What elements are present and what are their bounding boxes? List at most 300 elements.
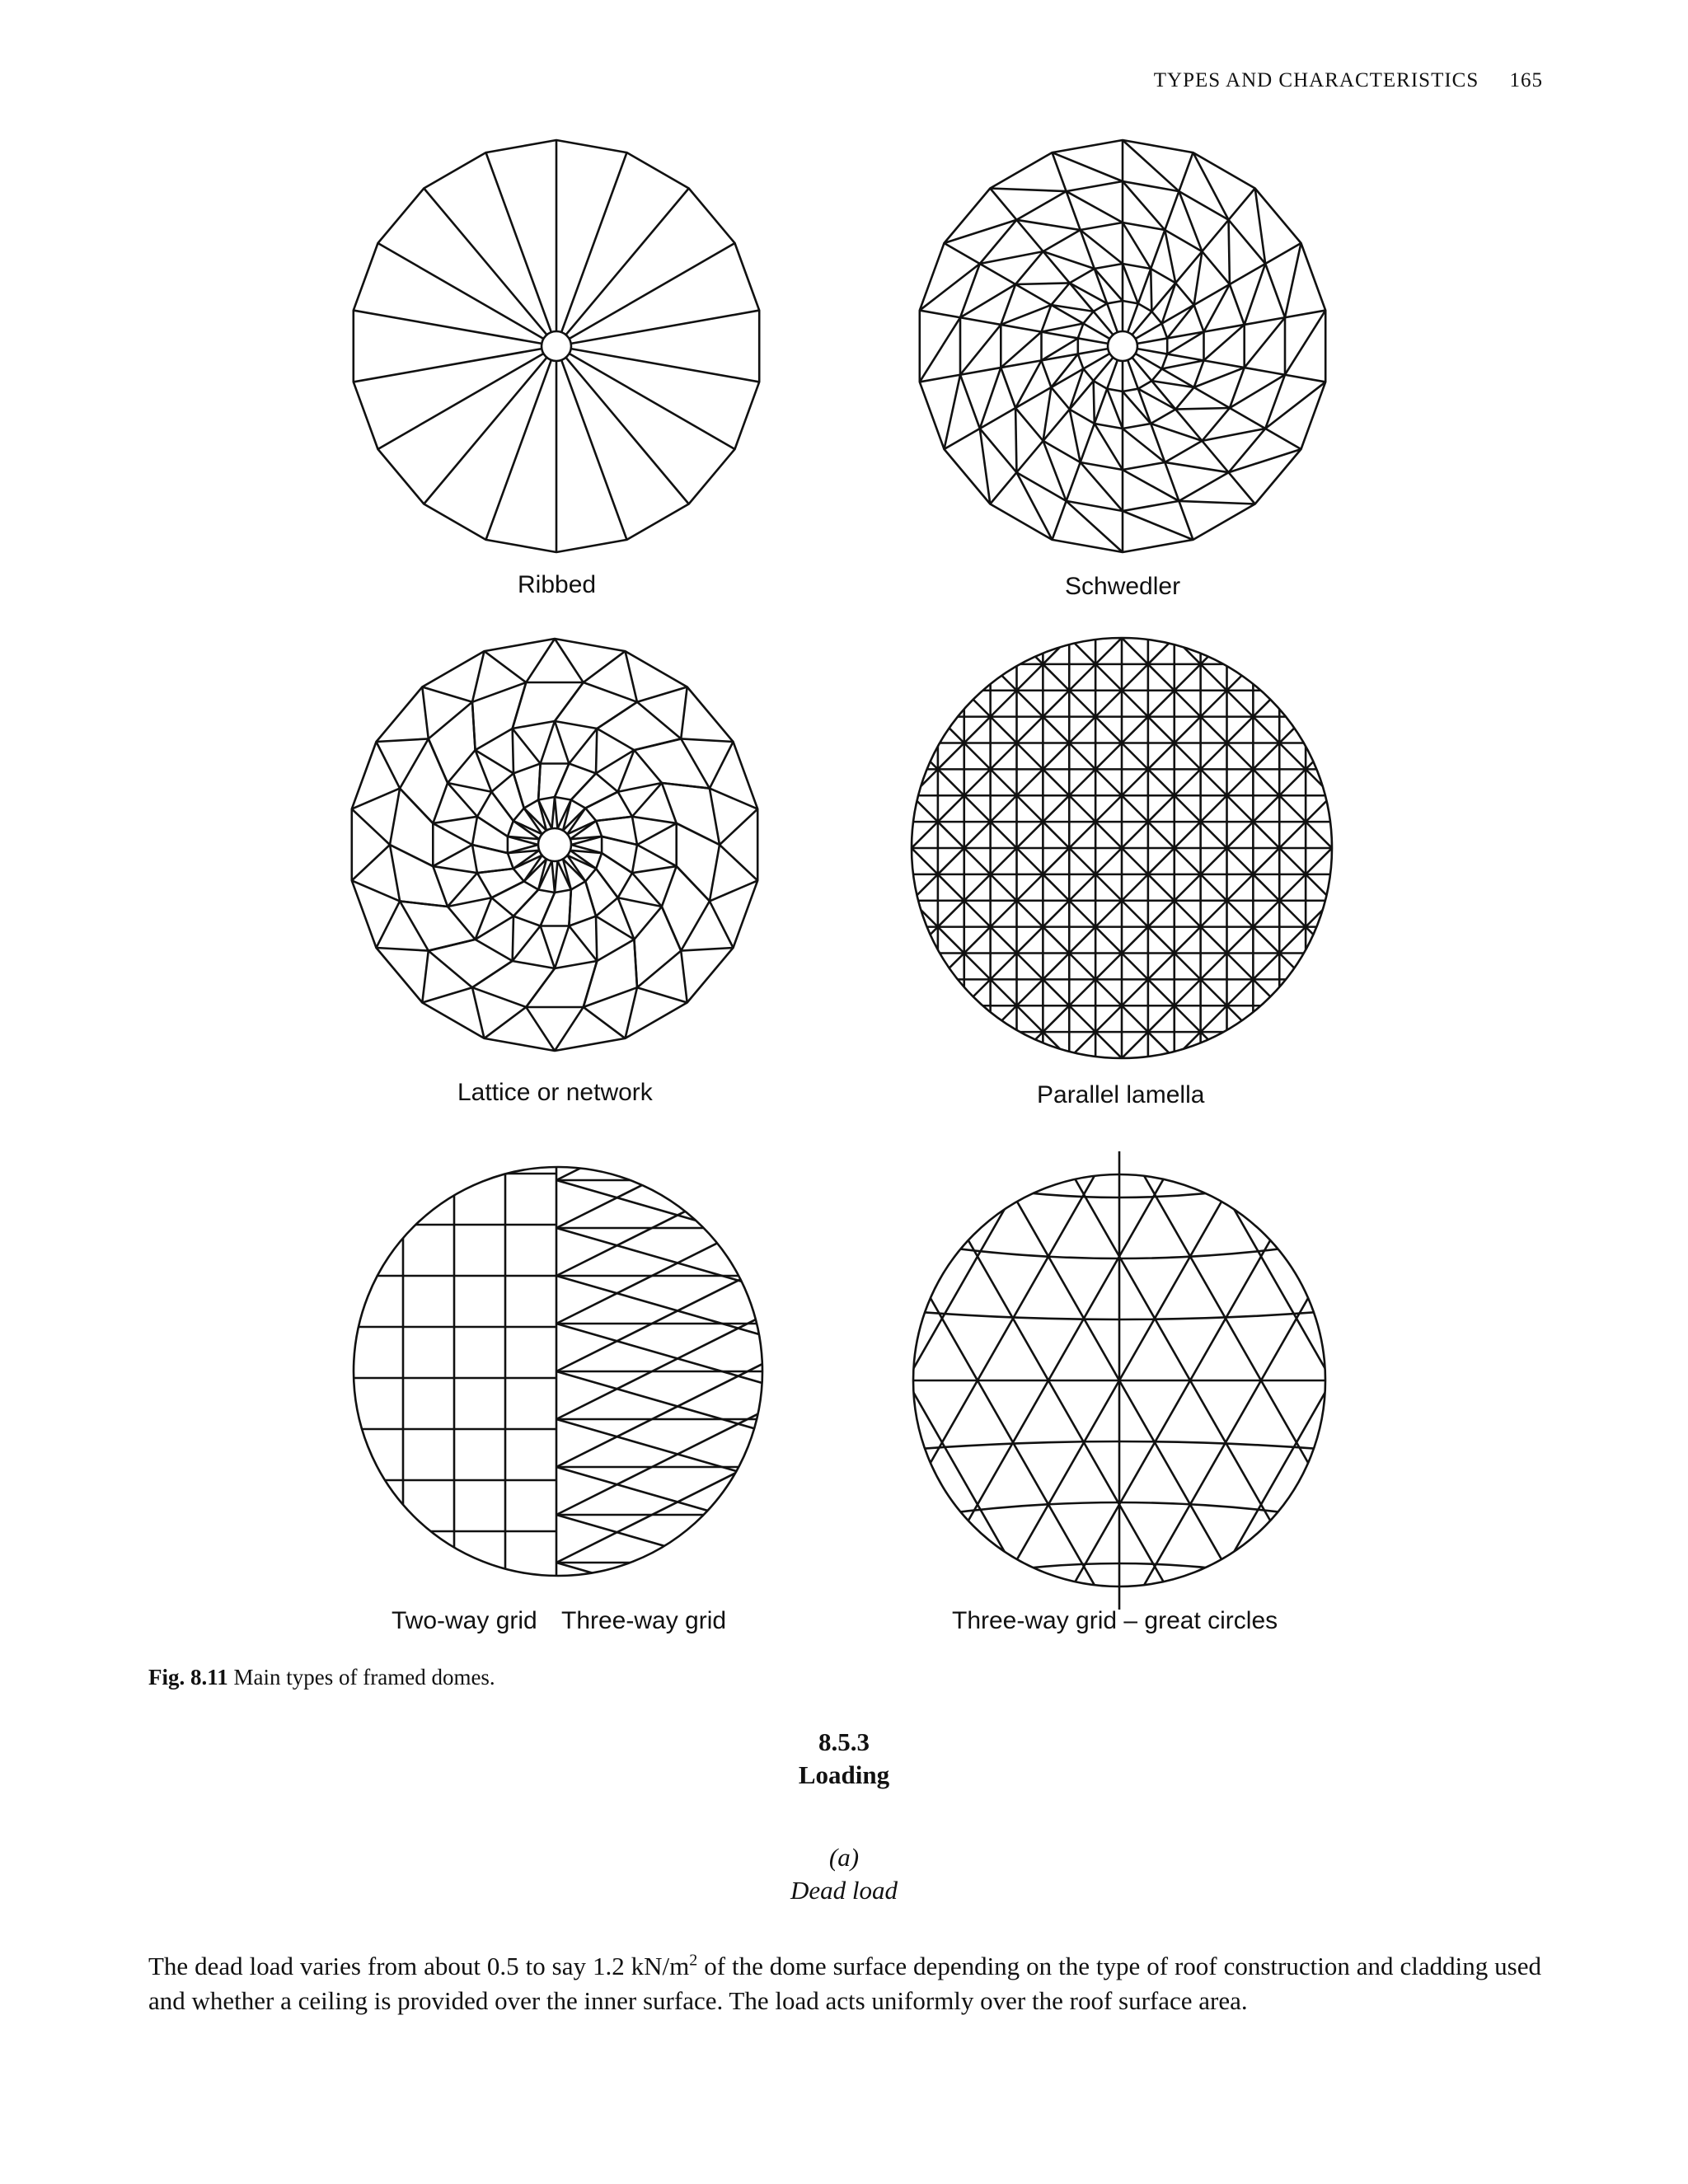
- diagonal-member: [991, 769, 1017, 795]
- diagonal-member: [1069, 848, 1095, 874]
- diagonal-member: [1043, 717, 1069, 743]
- diagonal-member: [1279, 638, 1306, 664]
- lattice-member: [618, 750, 635, 792]
- lattice-member: [555, 721, 569, 764]
- diagonal: [1123, 391, 1151, 424]
- lattice-member: [429, 940, 476, 951]
- two-three-way-grid-dome-diagram: [350, 1164, 767, 1580]
- lattice-member: [472, 961, 513, 987]
- diagonal-member: [1175, 927, 1201, 954]
- three-way-member: [556, 1164, 767, 1180]
- diagonal-member: [1227, 743, 1254, 770]
- lattice-member: [637, 987, 687, 1002]
- diagonal-member: [1017, 874, 1043, 901]
- diagonal-member: [964, 927, 991, 954]
- lattice-member: [538, 764, 540, 800]
- diagonal-member: [1017, 1005, 1043, 1032]
- diagonal-member: [1253, 874, 1279, 901]
- diagonal-member: [1017, 954, 1043, 980]
- great-circles-dome-diagram: [909, 1150, 1329, 1611]
- diagonal-member: [1017, 822, 1043, 848]
- diagonal-member: [991, 1032, 1017, 1058]
- diagonal-member: [1095, 954, 1122, 980]
- lattice-member: [472, 651, 484, 702]
- three-way-member: [556, 1419, 767, 1562]
- diagonal-member: [1069, 743, 1095, 770]
- lattice-member: [634, 940, 637, 987]
- diagonal-member: [1122, 848, 1148, 874]
- diagonal: [1107, 389, 1123, 429]
- lattice-member: [681, 738, 733, 742]
- diagonal-member: [1095, 769, 1122, 795]
- running-head-title: TYPES AND CHARACTERISTICS: [1153, 69, 1479, 91]
- meridian: [1151, 381, 1175, 409]
- section-number: 8.5.3: [818, 1727, 870, 1756]
- diagonal-member: [1095, 691, 1122, 717]
- diagonal-member: [964, 743, 991, 770]
- lattice-member: [555, 764, 569, 797]
- three-way-member: [556, 1268, 767, 1515]
- diagonal: [960, 325, 1001, 375]
- diagonal-member: [1017, 769, 1043, 795]
- three-way-member: [556, 1164, 767, 1324]
- diagonal-member: [1122, 874, 1148, 901]
- diagonal-member: [1148, 954, 1175, 980]
- diagonal-member: [1122, 743, 1148, 770]
- lattice-member: [720, 845, 757, 880]
- rib: [571, 349, 759, 382]
- lattice-member: [585, 881, 596, 916]
- diagonal-member: [1095, 848, 1122, 874]
- diagonal-member: [938, 1032, 964, 1058]
- three-way-member: [556, 1324, 767, 1466]
- diagonal: [1015, 283, 1070, 284]
- diagonal-member: [1279, 927, 1306, 954]
- label-ribbed: Ribbed: [518, 571, 597, 598]
- diagonal: [1162, 360, 1204, 368]
- paragraph-part-2: of the dome surface depending on the type of roof construction and cladding used and whether a ceiling is provided over the inner surface. The load acts uniformly over the roof surface area.: [148, 1952, 1541, 2015]
- diagonal-member: [938, 822, 964, 848]
- diagonal: [1194, 368, 1245, 387]
- lattice-member: [634, 738, 681, 750]
- diagonal: [1095, 269, 1123, 301]
- lattice-member: [376, 948, 428, 951]
- meridian: [1042, 332, 1078, 339]
- diagonal-member: [1279, 769, 1306, 795]
- lattice-member: [637, 823, 677, 845]
- diagonal: [960, 284, 1015, 317]
- diagonal-member: [1043, 822, 1069, 848]
- lattice-member: [596, 869, 617, 898]
- figure-caption: [148, 1665, 495, 1690]
- lattice-member: [541, 893, 555, 926]
- diagonal-member: [1201, 874, 1227, 901]
- diagonal-member: [1122, 1032, 1148, 1058]
- meridian: [1229, 472, 1255, 504]
- diagonal-member: [1069, 717, 1095, 743]
- diagonal: [1123, 511, 1193, 540]
- lattice-member: [618, 898, 635, 940]
- lattice-member: [637, 687, 687, 701]
- rib: [561, 152, 626, 332]
- diagonal-member: [1227, 717, 1254, 743]
- diagonal-member: [1227, 822, 1254, 848]
- diagonal: [1179, 501, 1254, 504]
- three-way-member: [556, 1276, 767, 1418]
- diagonal-member: [1201, 822, 1227, 848]
- lattice-member: [422, 687, 428, 738]
- diagonal-member: [1201, 743, 1227, 770]
- diagonal-member: [938, 1005, 964, 1032]
- diagonal-member: [1279, 743, 1306, 770]
- lattice-member: [541, 721, 555, 764]
- lattice-member: [477, 869, 513, 873]
- diagonal-member: [1175, 848, 1201, 874]
- lattice-member: [596, 729, 597, 773]
- schwedler-dome-diagram: [912, 136, 1333, 556]
- diagonal-member: [1017, 664, 1043, 691]
- meridian: [1203, 360, 1244, 368]
- diagonal-member: [912, 1005, 938, 1032]
- diagonal-member: [938, 927, 964, 954]
- lattice-member: [584, 651, 626, 682]
- diagonal-member: [1201, 691, 1227, 717]
- meridian: [1179, 152, 1193, 191]
- diagonal-member: [1069, 874, 1095, 901]
- diagonal-member: [1201, 664, 1227, 691]
- diagonal-member: [1306, 979, 1332, 1005]
- diagonal-member: [1175, 901, 1201, 927]
- diagonal-member: [964, 874, 991, 901]
- diagonal: [1043, 441, 1067, 501]
- figure-caption-text: Main types of framed domes.: [233, 1665, 495, 1690]
- diagonal-member: [964, 848, 991, 874]
- diagonal-member: [1201, 717, 1227, 743]
- rib: [570, 354, 735, 449]
- diagonal: [920, 317, 960, 382]
- lattice-dome-diagram: [345, 635, 765, 1055]
- lattice-member: [555, 639, 584, 682]
- meridian: [1265, 243, 1301, 264]
- diagonal-member: [964, 717, 991, 743]
- diagonal-member: [938, 901, 964, 927]
- lattice-member: [352, 845, 390, 880]
- diagonal-member: [991, 691, 1017, 717]
- rib: [354, 349, 542, 382]
- diagonal: [1285, 243, 1301, 317]
- diagonal-member: [1043, 1005, 1069, 1032]
- meridian: [1202, 441, 1228, 472]
- diagonal-member: [1175, 769, 1201, 795]
- lattice-member: [526, 968, 555, 1007]
- diagonal-member: [1253, 901, 1279, 927]
- lattice-member: [352, 809, 390, 845]
- rib: [566, 188, 689, 335]
- diagonal-member: [1175, 743, 1201, 770]
- diagonal-member: [964, 822, 991, 848]
- diagonal-member: [1201, 848, 1227, 874]
- diagonal-member: [1148, 1005, 1175, 1032]
- spoke: [552, 861, 555, 893]
- meridian: [1265, 429, 1301, 449]
- diagonal-member: [1095, 717, 1122, 743]
- diagonal-member: [1095, 822, 1122, 848]
- diagonal-member: [1043, 691, 1069, 717]
- lattice-member: [677, 823, 720, 845]
- lattice-member: [571, 773, 596, 799]
- diagonal: [944, 375, 960, 449]
- diagonal-member: [964, 901, 991, 927]
- rib: [485, 152, 551, 332]
- diagonal-member: [912, 638, 938, 664]
- diagonal-member: [1279, 901, 1306, 927]
- diagonal: [1230, 375, 1285, 408]
- diagonal-member: [1069, 795, 1095, 822]
- lattice-member: [429, 738, 448, 783]
- diagonal-member: [1201, 1005, 1227, 1032]
- lattice-member: [472, 702, 476, 750]
- diagonal-member: [1253, 822, 1279, 848]
- diagonal-member: [912, 717, 938, 743]
- lattice-member: [513, 773, 524, 808]
- diagonal-member: [1095, 874, 1122, 901]
- lattice-member: [433, 817, 477, 823]
- diagonal-member: [1122, 822, 1148, 848]
- lattice-member: [433, 866, 477, 873]
- diagonal: [1094, 381, 1095, 424]
- lattice-member: [422, 951, 428, 1003]
- lattice-member: [513, 682, 527, 729]
- ribbed-dome-diagram: [346, 136, 767, 556]
- crown-ring: [538, 828, 571, 861]
- paragraph-superscript: 2: [689, 1951, 698, 1970]
- diagonal: [1016, 220, 1080, 230]
- diagonal-member: [1279, 822, 1306, 848]
- diagonal: [1165, 230, 1175, 283]
- lattice-member: [602, 837, 637, 845]
- diagonal: [1179, 191, 1202, 251]
- three-way-member: [556, 1554, 767, 1580]
- diagonal-member: [938, 743, 964, 770]
- lattice-member: [513, 926, 541, 960]
- lattice-member: [584, 1007, 626, 1038]
- three-way-member: [556, 1172, 767, 1419]
- label-parallel-lamella: Parallel lamella: [1037, 1081, 1205, 1108]
- meridian: [944, 429, 979, 449]
- crown-ring: [542, 331, 571, 361]
- lattice-member: [376, 901, 400, 948]
- diagonal: [1123, 470, 1179, 501]
- diagonal-member: [1279, 1005, 1306, 1032]
- lattice-member: [584, 961, 598, 1007]
- diagonal: [1229, 220, 1230, 284]
- diagonal-member: [991, 927, 1017, 954]
- diagonal-member: [1122, 979, 1148, 1005]
- diagonal: [1245, 317, 1285, 368]
- diagonal-member: [1253, 743, 1279, 770]
- lattice-member: [513, 729, 541, 763]
- diagonal-member: [1122, 1005, 1148, 1032]
- diagonal-member: [1043, 927, 1069, 954]
- parallel-lamella-dome-diagram: [908, 635, 1335, 1062]
- lattice-member: [472, 987, 484, 1038]
- label-two-way-grid: Two-way grid: [392, 1607, 537, 1634]
- diagonal-member: [938, 664, 964, 691]
- lattice-member: [422, 687, 472, 701]
- diagonal-member: [1148, 769, 1175, 795]
- lattice-member: [710, 742, 734, 789]
- diagonal-member: [1095, 927, 1122, 954]
- diagonal-member: [991, 979, 1017, 1005]
- figure-caption-label: Fig. 8.11: [148, 1665, 228, 1690]
- lattice-member: [477, 817, 508, 837]
- label-great-circles: Three-way grid – great circles: [952, 1607, 1278, 1634]
- lattice-member: [585, 792, 617, 808]
- diagonal-member: [1069, 691, 1095, 717]
- diagonal-member: [991, 638, 1017, 664]
- diagonal-member: [1043, 954, 1069, 980]
- diagonal-member: [1017, 691, 1043, 717]
- diagonal-member: [1175, 664, 1201, 691]
- diagonal: [1042, 324, 1084, 332]
- diagonal-member: [1306, 1032, 1332, 1058]
- diagonal-member: [991, 954, 1017, 980]
- meridian: [1165, 191, 1179, 230]
- rib: [354, 311, 542, 344]
- diagonal-member: [1227, 954, 1254, 980]
- diagonal-member: [1017, 848, 1043, 874]
- lattice-member: [555, 1007, 584, 1051]
- meridian: [1229, 188, 1255, 219]
- lattice-member: [677, 866, 710, 901]
- lattice-member: [484, 1007, 526, 1038]
- meridian: [1245, 368, 1285, 375]
- diagonal: [1165, 462, 1228, 472]
- diagonal-member: [1148, 743, 1175, 770]
- lattice-member: [626, 651, 637, 702]
- diagonal-member: [1175, 979, 1201, 1005]
- diagonal-member: [1253, 769, 1279, 795]
- meridian: [1070, 381, 1094, 409]
- diagonal-member: [1017, 979, 1043, 1005]
- diagonal-member: [912, 979, 938, 1005]
- rib: [424, 358, 546, 504]
- lattice-member: [710, 901, 734, 948]
- diagonal-member: [1227, 979, 1254, 1005]
- lattice-member: [597, 702, 637, 729]
- diagonal-member: [1227, 848, 1254, 874]
- diagonal-member: [1227, 769, 1254, 795]
- diagonal-member: [912, 664, 938, 691]
- diagonal: [990, 188, 1066, 191]
- diagonal-member: [1175, 874, 1201, 901]
- rib: [570, 243, 735, 339]
- lattice-member: [569, 926, 597, 960]
- diagonal-member: [1279, 874, 1306, 901]
- diagonal-member: [1306, 954, 1332, 980]
- lattice-member: [596, 817, 632, 821]
- rib: [424, 188, 546, 335]
- diagonal-member: [1175, 954, 1201, 980]
- meridian: [990, 188, 1016, 219]
- label-three-way-grid: Three-way grid: [561, 1607, 727, 1634]
- lattice-member: [541, 926, 555, 968]
- diagonal-member: [938, 638, 964, 664]
- diagonal: [1123, 223, 1151, 269]
- diagonal-member: [1122, 901, 1148, 927]
- diagonal-member: [1122, 638, 1148, 664]
- diagonal-member: [1043, 874, 1069, 901]
- diagonal-member: [1253, 717, 1279, 743]
- lattice-member: [390, 845, 433, 866]
- diagonal: [1001, 305, 1051, 325]
- diagonal-member: [1175, 691, 1201, 717]
- meridian: [1078, 349, 1108, 354]
- diagonal: [1070, 410, 1081, 462]
- crown-ring: [1108, 331, 1137, 361]
- diagonal-member: [1069, 901, 1095, 927]
- lattice-member: [476, 916, 513, 940]
- diagonal-member: [1148, 927, 1175, 954]
- diagonal-member: [991, 848, 1017, 874]
- lattice-member: [491, 792, 513, 821]
- lamella-members: [908, 635, 1335, 1062]
- diagonal-member: [1069, 954, 1095, 980]
- lattice-member: [569, 729, 597, 763]
- diagonal-member: [1279, 664, 1306, 691]
- diagonal-member: [1017, 901, 1043, 927]
- meridian: [980, 264, 1015, 284]
- lattice-member: [569, 890, 570, 926]
- meridian: [1194, 387, 1230, 408]
- lattice-member: [632, 817, 677, 823]
- meridian: [920, 311, 960, 318]
- diagonal-member: [1095, 1005, 1122, 1032]
- meridian: [1016, 220, 1043, 251]
- diagonal-member: [1201, 954, 1227, 980]
- rib: [377, 243, 543, 339]
- meridian: [990, 472, 1016, 504]
- meridian: [1151, 283, 1175, 311]
- diagonal-member: [1043, 979, 1069, 1005]
- diagonal-member: [991, 717, 1017, 743]
- diagonal-member: [1148, 664, 1175, 691]
- diagonal-member: [938, 769, 964, 795]
- lattice-member: [637, 845, 677, 866]
- diagonal-member: [991, 743, 1017, 770]
- meridian: [1151, 230, 1165, 269]
- diagonal-member: [938, 795, 964, 822]
- diagonal-member: [1122, 717, 1148, 743]
- body-paragraph: [148, 1949, 1541, 2018]
- three-way-member: [556, 1220, 767, 1467]
- diagonal-member: [964, 769, 991, 795]
- running-head: [1154, 69, 1543, 92]
- diagonal-member: [1227, 1032, 1254, 1058]
- spoke: [555, 797, 557, 828]
- lattice-member: [400, 901, 448, 907]
- lattice-member: [662, 907, 681, 951]
- meridian: [1230, 408, 1265, 429]
- diagonal-member: [1253, 1032, 1279, 1058]
- diagonal-member: [1306, 691, 1332, 717]
- diagonal-member: [964, 954, 991, 980]
- meridian: [944, 243, 979, 264]
- diagonal-member: [938, 874, 964, 901]
- meridian: [960, 317, 1001, 325]
- diagonal-member: [1043, 795, 1069, 822]
- meridian: [1285, 311, 1325, 318]
